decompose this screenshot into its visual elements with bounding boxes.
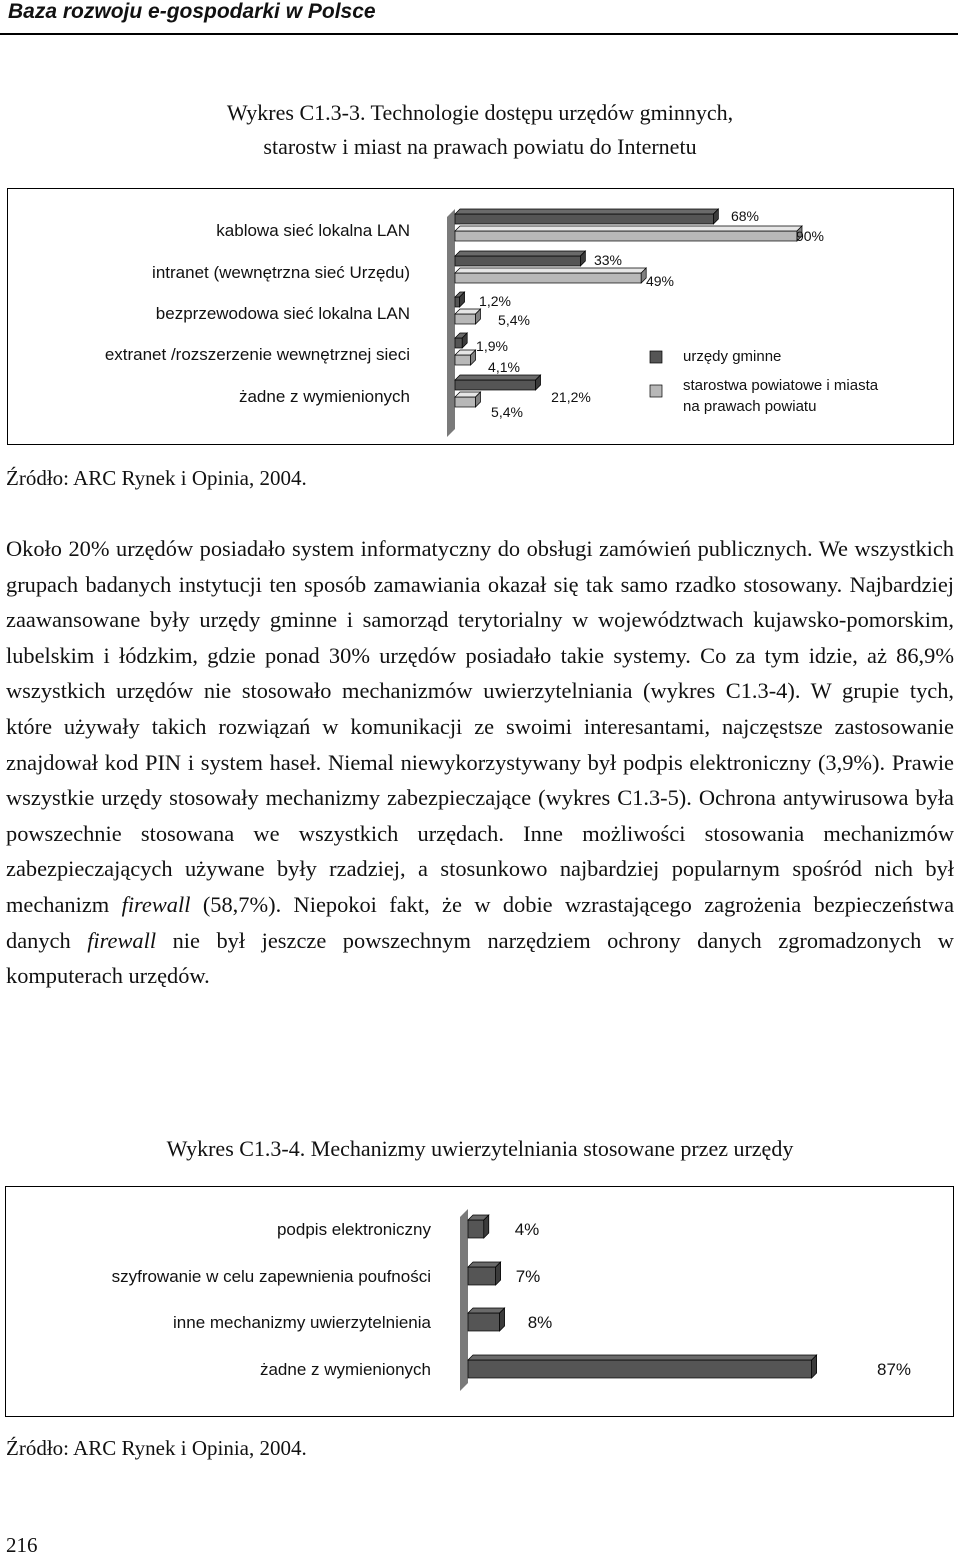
chart1-frame	[7, 188, 954, 445]
chart1-bar	[455, 273, 641, 283]
chart1-legend-swatch	[650, 385, 662, 397]
body-text-part2: (58,7%). Niepokoi fakt, że w dobie wzrastającego zagrożenia bezpieczeństwa danych	[6, 891, 955, 953]
chart1-source: Źródło: ARC Rynek i Opinia, 2004.	[6, 466, 307, 490]
chart1-plot	[8, 189, 953, 444]
chart1-bar	[455, 338, 462, 348]
chart1-bar-top	[455, 251, 585, 256]
chart2-caption: Wykres C1.3-4. Mechanizmy uwierzytelniania stosowane przez urzędy	[166, 1136, 794, 1161]
chart1-category-label: kablowa sieć lokalna LAN	[216, 221, 410, 240]
chart1-bar-top	[455, 209, 718, 214]
chart2-frame	[5, 1186, 954, 1417]
chart1-legend-label: starostwa powiatowe i miasta	[683, 377, 879, 394]
chart1-wall	[447, 209, 455, 437]
chart1-data-label: 90%	[795, 228, 825, 244]
chart1-data-label: 4,1%	[488, 359, 520, 375]
chart1-data-label: 1,2%	[479, 293, 511, 309]
chart1-bar-top	[455, 226, 802, 231]
chart1-caption-line2: starostw i miast na prawach powiatu do Internetu	[263, 134, 697, 159]
body-paragraph	[6, 531, 954, 994]
chart1-bar	[455, 214, 713, 224]
chart1-bar	[455, 314, 476, 324]
chart1-data-label: 1,9%	[476, 338, 508, 354]
chart2-source: Źródło: ARC Rynek i Opinia, 2004.	[6, 1436, 307, 1460]
chart1-category-label: extranet /rozszerzenie wewnętrznej sieci	[104, 345, 410, 364]
chart1-bar	[455, 355, 471, 365]
chart2-data-label: 7%	[515, 1267, 541, 1286]
page-number: 216	[6, 1533, 38, 1557]
chart2-data-label: 4%	[514, 1220, 540, 1239]
body-term-firewall-1: firewall	[121, 891, 191, 917]
chart1-bar	[455, 297, 460, 307]
chart1-category-label: intranet (wewnętrzna sieć Urzędu)	[152, 263, 410, 282]
chart1-category-label: żadne z wymienionych	[238, 387, 410, 406]
header-divider	[0, 33, 958, 35]
chart1-data-label: 21,2%	[551, 389, 591, 405]
chart1-bar	[455, 231, 797, 241]
chart1-data-label: 5,4%	[491, 404, 523, 420]
chart2-bar	[468, 1267, 496, 1285]
chart2-category-label: żadne z wymienionych	[259, 1360, 431, 1379]
chart2-category-label: podpis elektroniczny	[276, 1220, 431, 1239]
chart1-bar	[455, 397, 476, 407]
chart2-bar	[468, 1360, 812, 1378]
chart2-data-label: 87%	[876, 1360, 912, 1379]
chart1-legend-swatch	[650, 351, 662, 363]
chart2-bar-top	[468, 1262, 501, 1267]
chart2-bar-top	[468, 1308, 505, 1313]
running-header: Baza rozwoju e-gospodarki w Polsce	[8, 0, 376, 23]
chart2-bar	[468, 1313, 500, 1331]
chart1-bar	[455, 256, 580, 266]
chart1-legend-label: na prawach powiatu	[683, 398, 817, 415]
chart2-plot	[6, 1187, 953, 1416]
chart1-bar-top	[455, 375, 541, 380]
chart1-category-label: bezprzewodowa sieć lokalna LAN	[155, 304, 410, 323]
chart1-data-label: 49%	[645, 273, 675, 289]
chart1-bar	[455, 380, 536, 390]
chart1-caption-line1: Wykres C1.3-3. Technologie dostępu urzędów gminnych,	[226, 100, 734, 125]
chart1-bar-top	[455, 268, 646, 273]
chart2-bar-top	[468, 1355, 817, 1360]
chart2-category-label: inne mechanizmy uwierzytelnienia	[173, 1313, 431, 1332]
chart2-category-label: szyfrowanie w celu zapewnienia poufności	[111, 1267, 431, 1286]
chart2-bar	[468, 1220, 484, 1238]
chart1-data-label: 68%	[730, 208, 760, 224]
chart1-data-label: 5,4%	[498, 312, 530, 328]
body-term-firewall-2: firewall	[87, 927, 157, 953]
chart2-data-label: 8%	[527, 1313, 553, 1332]
chart1-legend-label: urzędy gminne	[683, 348, 782, 365]
chart1-data-label: 33%	[593, 252, 623, 268]
chart2-wall	[460, 1209, 468, 1391]
body-text-part3: nie był jeszcze powszechnym narzędziem ochrony danych zgromadzonych w komputerach urzędów.	[6, 927, 954, 989]
body-text-part1: Około 20% urzędów posiadało system informatyczny do obsługi zamówień publicznych. We wszystkich grupach badanych instytucji ten sposób zamawiania okazał się tak samo rzadko stosowany. Najbardziej zaawansowane były urzędy gminne i samorząd terytorialny w województwach kujawsko-pomorskim, lubelskim i łódzkim, gdzie ponad 30% urzędów posiadało takie systemy. Co za tym idzie, aż 86,9% wszystkich urzędów nie stosowało mechanizmów uwierzytelniania (wykres C1.3-4). W grupie tych, które używały takich rozwiązań w komunikacji ze swoimi interesantami, najczęstsze zastosowanie znajdował kod PIN i system haseł. Niemal niewykorzystywany był podpis elektroniczny (3,9%). Prawie wszystkie urzędy stosowały mechanizmy zabezpieczające (wykres C1.3-5). Ochrona antywirusowa była powszechnie stosowana we wszystkich urzędach. Inne możliwości stosowania mechanizmów zabezpieczających używane były rzadziej, a stosunkowo najbardziej popularnym spośród nich był mechanizm	[6, 536, 954, 917]
